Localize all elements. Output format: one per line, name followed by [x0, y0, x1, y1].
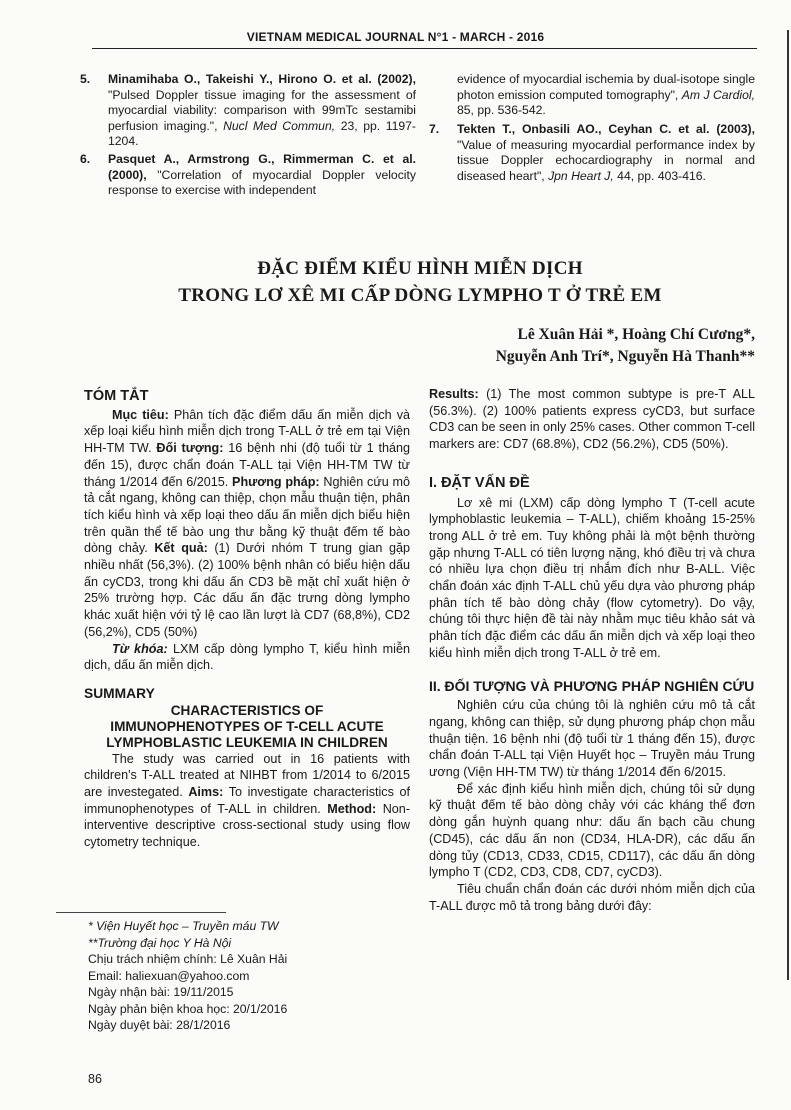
authors-line-1: Lê Xuân Hải *, Hoàng Chí Cương*, — [517, 326, 755, 343]
keywords-text: LXM cấp dòng lympho T, kiểu hình miễn dịch, dấu ấn miễn dịch. — [84, 641, 410, 673]
reference-authors: Tekten T., Onbasili AO., Ceyhan C. et al. (2003), — [457, 122, 755, 136]
article-title-line-2: TRONG LƠ XÊ MI CẤP DÒNG LYMPHO T Ở TRẺ EM — [178, 285, 662, 306]
section-2-paragraph-3: Tiêu chuẩn chẩn đoán các dưới nhóm miễn dịch của T-ALL được mô tả trong bảng dưới đây: — [429, 881, 755, 913]
section-1-heading: I. ĐẶT VẤN ĐỀ — [429, 474, 530, 491]
reference-6 — [80, 152, 416, 199]
footnote-affiliation-1: * Viện Huyết học – Truyền máu TW — [88, 919, 279, 933]
summary-title-line-3: LYMPHOBLASTIC LEUKEMIA IN CHILDREN — [106, 734, 388, 750]
reference-tail: 44, pp. 403-416. — [613, 168, 706, 183]
reference-authors: Pasquet A., Armstrong G., Rimmerman C. et al. (2000), — [108, 152, 416, 182]
aims-label: Aims: — [188, 785, 224, 800]
reference-text: "Correlation of myocardial Doppler velocity response to exercise with independent — [108, 167, 416, 198]
section-2-paragraph-2: Để xác định kiểu hình miễn dịch, chúng tôi sử dụng kỹ thuật đếm tế bào dòng chảy với các kháng thể đơn dòng gắn huỳnh quang như: dấu ấn bạch cầu chung (CD45), các dấu ấn non (CD34, HLA-DR), các dấu ấn dòng tủy (CD13, CD33, CD15, CD117), các dấu ấn dòng lympho T (CD2, CD3, CD8, CD7, cyCD3). — [429, 781, 755, 880]
objective-text: Phân tích đặc điểm dấu ấn miễn dịch và xếp loại kiểu hình miễn dịch trong T-ALL ở trẻ em tại Viện HH-TM TW. — [84, 407, 410, 456]
results-text: (1) Dưới nhóm T trung gian gặp nhiều nhất (56,3%). (2) 100% bệnh nhân có biểu hiện dấu ấn cyCD3, trong khi dấu ấn CD3 bề mặt chỉ xuất hiện ở 25% trường hợp. Các dấu ấn đặc trưng dòng lympho khác xuất hiện với tỷ lệ cao lần lượt là CD7 (68,8%), CD2 (56,2%), CD5 (50%) — [84, 541, 411, 639]
page-number: 86 — [88, 1072, 102, 1086]
reference-7 — [429, 122, 755, 184]
footnote-email: Email: haliexuan@yahoo.com — [88, 968, 250, 983]
section-2-heading: II. ĐỐI TƯỢNG VÀ PHƯƠNG PHÁP NGHIÊN CỨU — [429, 677, 755, 694]
reference-5 — [80, 72, 416, 150]
summary-text: The study was carried out in 16 patients with children's T-ALL treated at NIHBT from 1/2014 to 6/2015 are investegated. — [84, 751, 410, 800]
method-text: Nghiên cứu mô tả cắt ngang, không can thiệp, chọn mẫu thuận tiện, phân tích kiểu hình và xếp loại theo dấu ấn miễn dịch biểu hiện trên quần thể tế bào ung thư bằng kỹ thuật đếm tế bào dòng chảy. — [84, 474, 410, 556]
aims-text: To investigate characteristics of immunophenotypes of T-ALL in children. — [84, 785, 410, 816]
subjects-text: 16 bệnh nhi (độ tuổi từ 1 tháng đến 15), được chẩn đoán T-ALL tại Viện HH-TM TW từ tháng 1/2014 đến 6/2015. — [84, 441, 410, 489]
section-2-paragraph-1: Nghiên cứu của chúng tôi là nghiên cứu mô tả cắt ngang, không can thiệp, sử dụng phương pháp chọn mẫu thuận tiện. 16 bệnh nhi (độ tuổi từ 1 tháng đến 15), được chẩn đoán T-ALL tại Viện Huyết học – Truyền máu Trung ương (Viện HH-TM TW) từ tháng 1/2014 đến 6/2015. — [429, 698, 755, 780]
keywords-paragraph — [84, 641, 410, 674]
reference-authors: Minamihaba O., Takeishi Y., Hirono O. et al. (2002), — [108, 72, 416, 86]
reference-text: "Value of measuring myocardial performance index by tissue Doppler echocardiography in normal and diseased heart", — [457, 137, 755, 183]
abstract-vi — [84, 388, 410, 851]
results-text-en: (1) The most common subtype is pre-T ALL (56.3%). (2) 100% patients express cyCD3, but surface CD3 can be seen in only 25% cases. Other common T-cell markers are: CD7 (68.8%), CD2 (56.2%), CD5 (50%). — [429, 387, 755, 452]
reference-6-continued — [429, 72, 755, 119]
footnote-received: Ngày nhận bài: 19/11/2015 — [88, 985, 234, 999]
footnote-rule — [56, 912, 226, 913]
reference-number: 6. — [80, 152, 91, 166]
reference-tail: 23, pp. 1197-1204. — [108, 118, 416, 149]
reference-number: 5. — [80, 72, 91, 86]
summary-method-text: Non-interventive descriptive cross-sectional study using flow cytometry technique. — [84, 801, 411, 850]
reference-journal: Nucl Med Commun, — [223, 118, 336, 133]
footnotes — [88, 918, 408, 1034]
footnote-accepted: Ngày duyệt bài: 28/1/2016 — [88, 1018, 231, 1032]
summary-method-label: Method: — [327, 801, 377, 816]
reference-text: evidence of myocardial ischemia by dual-isotope single photon emission computed tomography", — [457, 72, 755, 102]
reference-number: 7. — [429, 122, 440, 136]
subjects-label: Đối tượng: — [156, 441, 224, 456]
header-rule — [92, 48, 757, 49]
summary-results-paragraph — [429, 386, 755, 453]
authors-line-2: Nguyễn Anh Trí*, Nguyễn Hà Thanh** — [495, 348, 755, 365]
right-column — [429, 386, 755, 914]
summary-heading: SUMMARY — [84, 685, 155, 701]
abstract-heading: TÓM TẮT — [84, 388, 149, 404]
article-title-line-1: ĐẶC ĐIỂM KIỂU HÌNH MIỄN DỊCH — [257, 258, 583, 279]
section-1-paragraph: Lơ xê mi (LXM) cấp dòng lympho T (T-cell acute lymphoblastic leukemia – T-ALL), chiếm khoảng 15-25% trong ALL ở trẻ em. Tuy không phải là một bệnh thường gặp nhưng T-ALL có tiên lượng nặng, khó điều trị và chưa có nhiều lựa chọn điều trị nhắm đích như B-ALL. Việc chẩn đoán xác định T-ALL chủ yếu dựa vào phương pháp phân tích tế bào dòng chảy (flow cytometry). Do vậy, chúng tôi thực hiện đề tài này nhằm mục tiêu khảo sát và phân tích đặc điểm các dấu ấn miễn dịch và xếp loại theo kiểu hình miễn dịch trong T-ALL ở trẻ em. — [429, 495, 755, 660]
summary-paragraph — [84, 751, 410, 851]
footnote-affiliation-2: **Trường đại học Y Hà Nội — [88, 935, 232, 950]
results-label-en: Results: — [429, 387, 479, 401]
journal-header: VIETNAM MEDICAL JOURNAL N°1 - MARCH - 2016 — [246, 30, 545, 44]
keywords-label: Từ khóa: — [112, 641, 168, 656]
abstract-paragraph — [84, 407, 410, 641]
scan-edge-line — [777, 30, 789, 980]
reference-text: "Pulsed Doppler tissue imaging for the assessment of myocardial viability: comparison with 99mTc sestamibi perfusion imaging.", — [108, 87, 416, 133]
summary-title-line-1: CHARACTERISTICS OF — [170, 702, 324, 718]
results-label: Kết quả: — [154, 541, 208, 556]
footnote-reviewed: Ngày phản biện khoa học: 20/1/2016 — [88, 1001, 288, 1016]
reference-journal: Jpn Heart J, — [548, 168, 614, 183]
objective-label: Mục tiêu: — [112, 407, 169, 422]
reference-tail: 85, pp. 536-542. — [457, 103, 546, 118]
footnote-corresponding: Chịu trách nhiệm chính: Lê Xuân Hải — [88, 952, 288, 966]
summary-title-line-2: IMMUNOPHENOTYPES OF T-CELL ACUTE — [110, 718, 384, 734]
method-label: Phương pháp: — [232, 474, 320, 489]
reference-journal: Am J Cardiol, — [681, 87, 755, 102]
